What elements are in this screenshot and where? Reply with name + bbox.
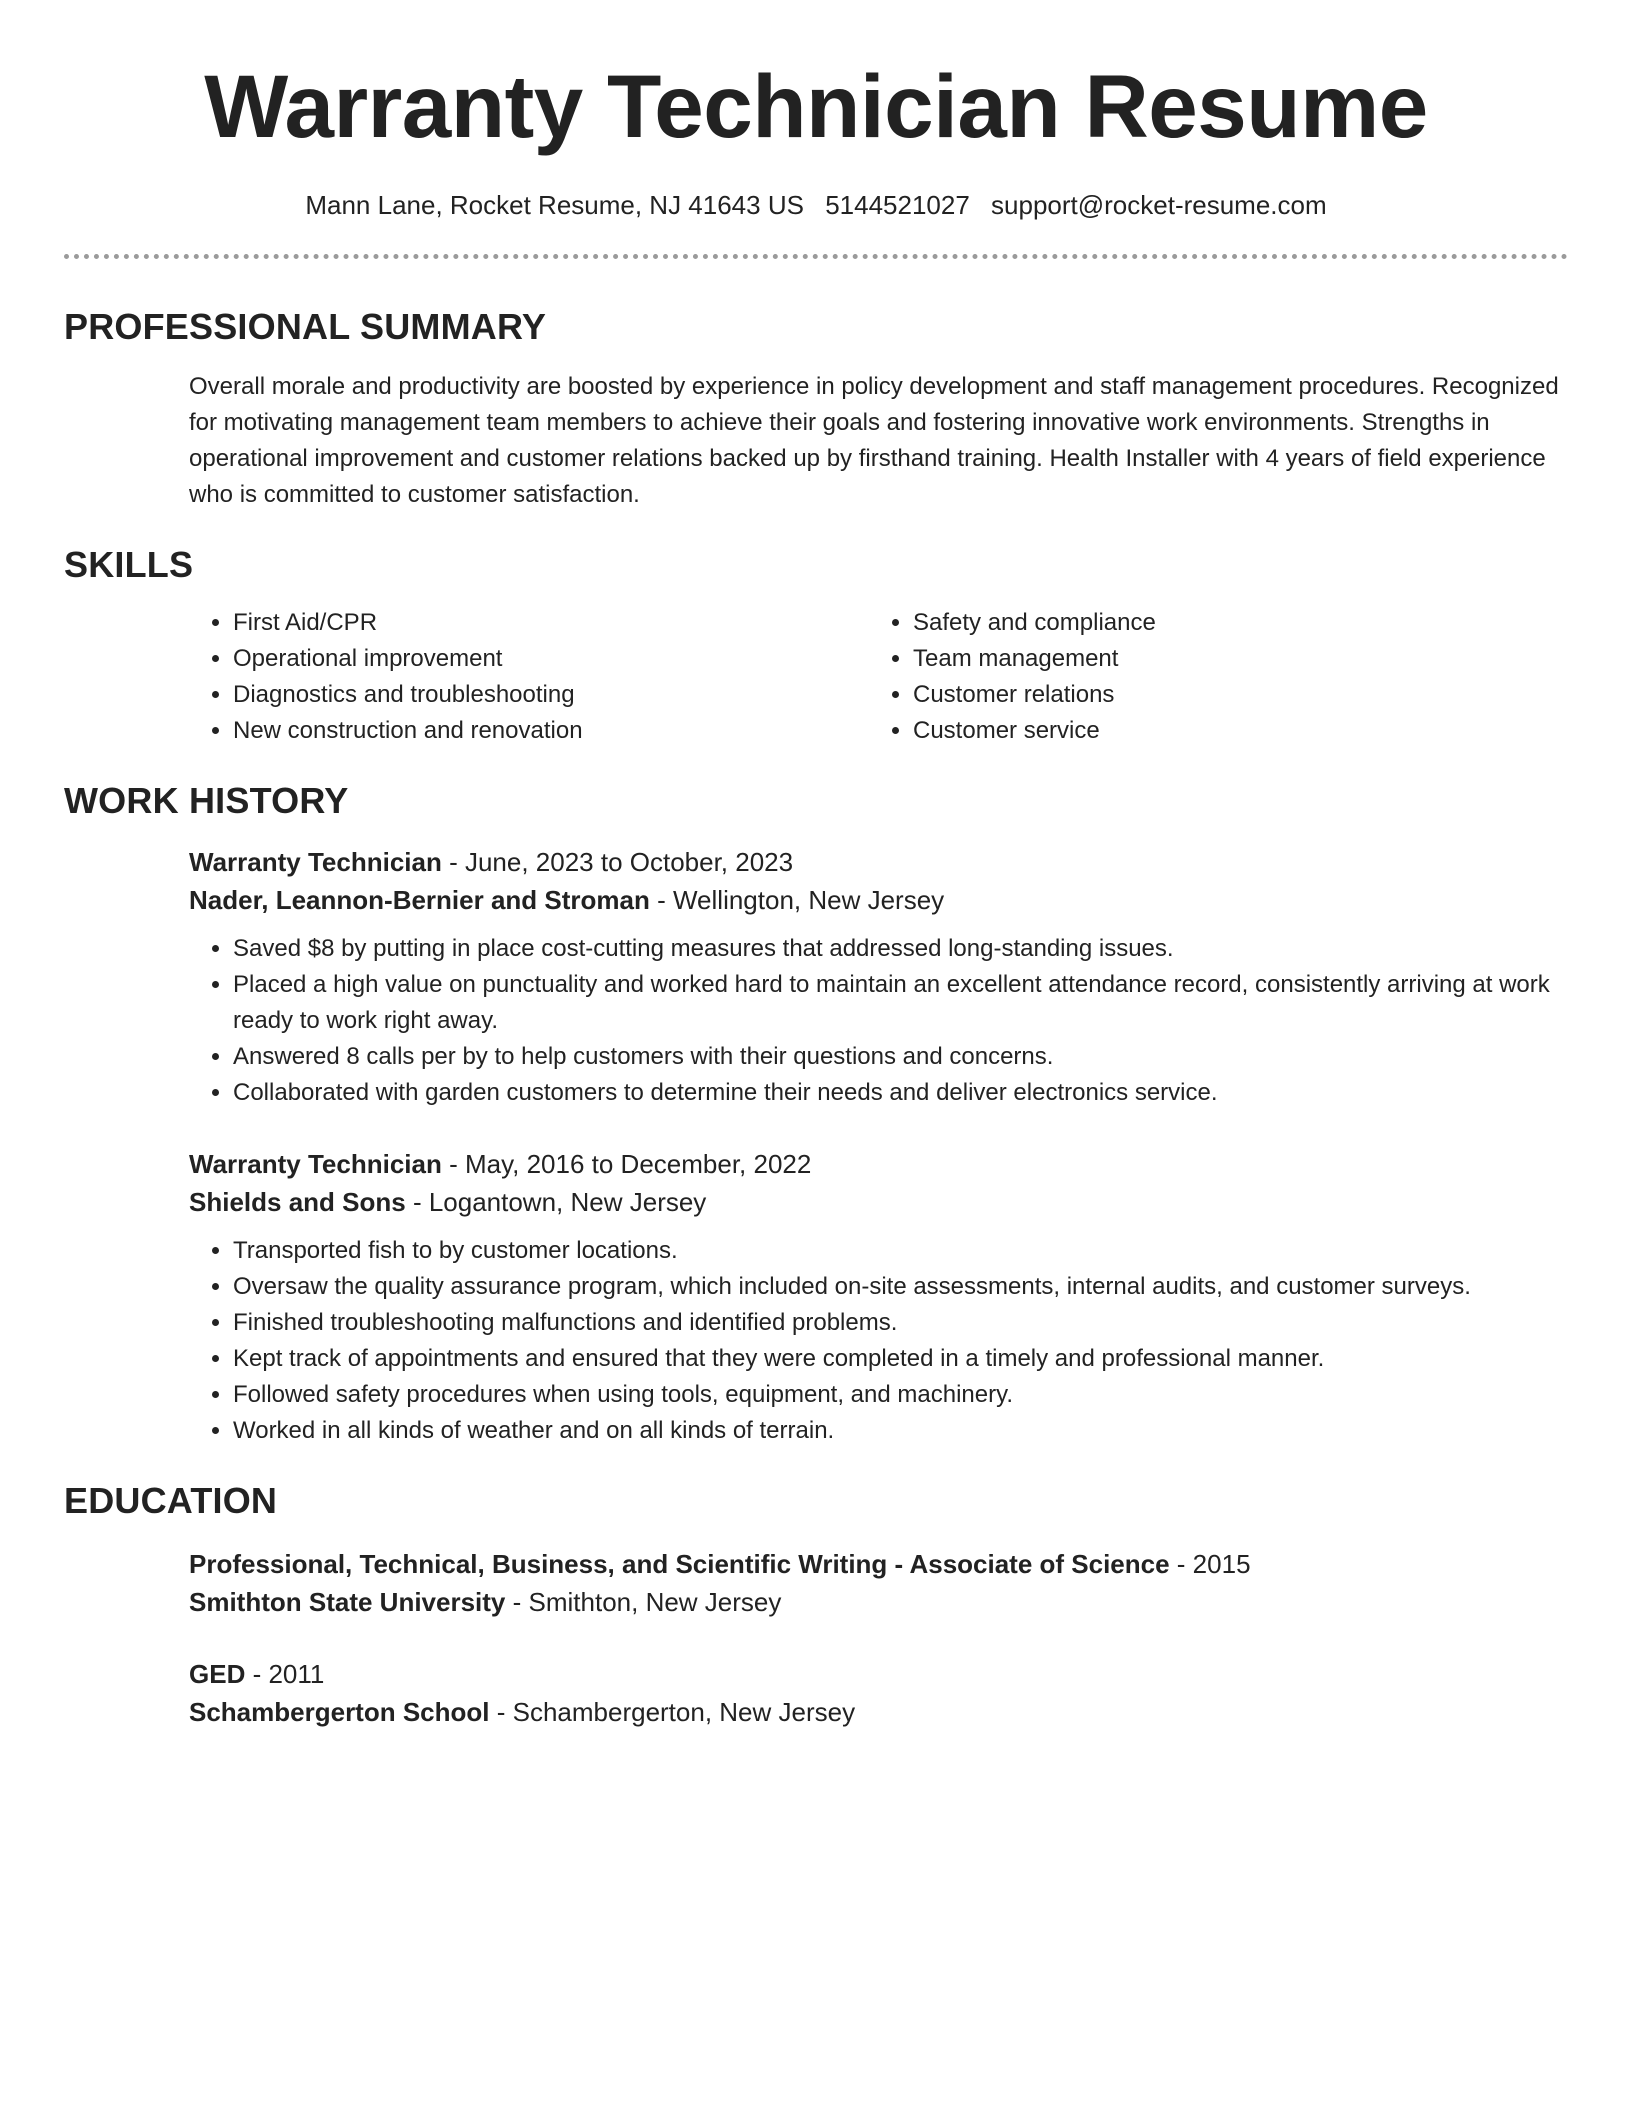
skills-columns	[189, 605, 1568, 749]
job-location: - Logantown, New Jersey	[405, 1187, 707, 1217]
contact-email: support@rocket-resume.com	[991, 190, 1327, 220]
job-bullet: • Answered 8 calls per by to help customers with their questions and concerns.	[233, 1039, 1568, 1075]
skills-column-left	[189, 605, 869, 749]
job-role-line	[189, 843, 1568, 881]
job-role-line	[189, 1145, 1568, 1183]
header-divider	[64, 254, 1568, 259]
work-history-heading: WORK HISTORY	[64, 780, 349, 821]
edu-degree-line	[189, 1545, 1568, 1583]
resume-title: Warranty Technician Resume	[204, 56, 1428, 156]
edu-location: - Smithton, New Jersey	[505, 1587, 782, 1617]
job-bullet: • Transported fish to by customer locations.	[233, 1233, 1568, 1269]
edu-degree: Professional, Technical, Business, and Scientific Writing - Associate of Science	[189, 1549, 1170, 1579]
skill-item: • Operational improvement	[233, 641, 869, 677]
edu-school: Schambergerton School	[189, 1697, 490, 1727]
contact-address: Mann Lane, Rocket Resume, NJ 41643 US	[305, 190, 804, 220]
skill-item: • Safety and compliance	[913, 605, 1549, 641]
skill-item: • Customer service	[913, 713, 1549, 749]
job-dates: - May, 2016 to December, 2022	[441, 1149, 812, 1179]
job-bullet: • Saved $8 by putting in place cost-cutting measures that addressed long-standing issues.	[233, 931, 1568, 967]
skills-column-right	[869, 605, 1549, 749]
edu-location: - Schambergerton, New Jersey	[489, 1697, 856, 1727]
contact-line	[64, 188, 1568, 222]
skill-item: • First Aid/CPR	[233, 605, 869, 641]
skill-item: • New construction and renovation	[233, 713, 869, 749]
job-bullet: • Oversaw the quality assurance program, which included on-site assessments, internal audits, and customer surveys.	[233, 1269, 1568, 1305]
job-bullets	[189, 1233, 1568, 1449]
edu-degree: GED	[189, 1659, 246, 1689]
job-bullet: • Kept track of appointments and ensured that they were completed in a timely and professional manner.	[233, 1341, 1568, 1377]
job-role: Warranty Technician	[189, 1149, 442, 1179]
job-company: Shields and Sons	[189, 1187, 406, 1217]
summary-section	[64, 305, 1568, 513]
job-bullet: • Worked in all kinds of weather and on all kinds of terrain.	[233, 1413, 1568, 1449]
work-history-section	[64, 779, 1568, 1449]
summary-text: Overall morale and productivity are boosted by experience in policy development and staff management procedures. Recognized for motivating management team members to achieve their goals and fostering innovative work environments. Strengths in operational improvement and customer relations backed up by firsthand training. Health Installer with 4 years of field experience who is committed to customer satisfaction.	[189, 373, 1559, 508]
skill-item: • Team management	[913, 641, 1549, 677]
job-company-line	[189, 1183, 1568, 1221]
edu-school: Smithton State University	[189, 1587, 506, 1617]
skill-item: • Customer relations	[913, 677, 1549, 713]
job-entry	[189, 843, 1568, 1111]
education-entry	[189, 1655, 1568, 1731]
edu-school-line	[189, 1693, 1568, 1731]
edu-degree-line	[189, 1655, 1568, 1693]
job-bullets	[189, 931, 1568, 1111]
job-company-line	[189, 881, 1568, 919]
skill-item: • Diagnostics and troubleshooting	[233, 677, 869, 713]
education-entry	[189, 1545, 1568, 1621]
summary-heading: PROFESSIONAL SUMMARY	[64, 306, 547, 347]
job-dates: - June, 2023 to October, 2023	[441, 847, 794, 877]
edu-year: - 2011	[245, 1659, 325, 1689]
edu-school-line	[189, 1583, 1568, 1621]
job-company: Nader, Leannon-Bernier and Stroman	[189, 885, 650, 915]
job-role: Warranty Technician	[189, 847, 442, 877]
education-heading: EDUCATION	[64, 1480, 278, 1521]
contact-phone: 5144521027	[825, 190, 970, 220]
job-bullet: • Collaborated with garden customers to determine their needs and deliver electronics service.	[233, 1075, 1568, 1111]
job-bullet: • Followed safety procedures when using tools, equipment, and machinery.	[233, 1377, 1568, 1413]
edu-year: - 2015	[1169, 1549, 1251, 1579]
education-section	[64, 1479, 1568, 1731]
skills-heading: SKILLS	[64, 544, 194, 585]
resume-header	[64, 0, 1568, 222]
job-bullet: • Placed a high value on punctuality and worked hard to maintain an excellent attendance record, consistently arriving at work ready to work right away.	[233, 967, 1568, 1039]
job-bullet: • Finished troubleshooting malfunctions and identified problems.	[233, 1305, 1568, 1341]
job-location: - Wellington, New Jersey	[649, 885, 945, 915]
skills-section	[64, 543, 1568, 749]
job-entry	[189, 1145, 1568, 1449]
